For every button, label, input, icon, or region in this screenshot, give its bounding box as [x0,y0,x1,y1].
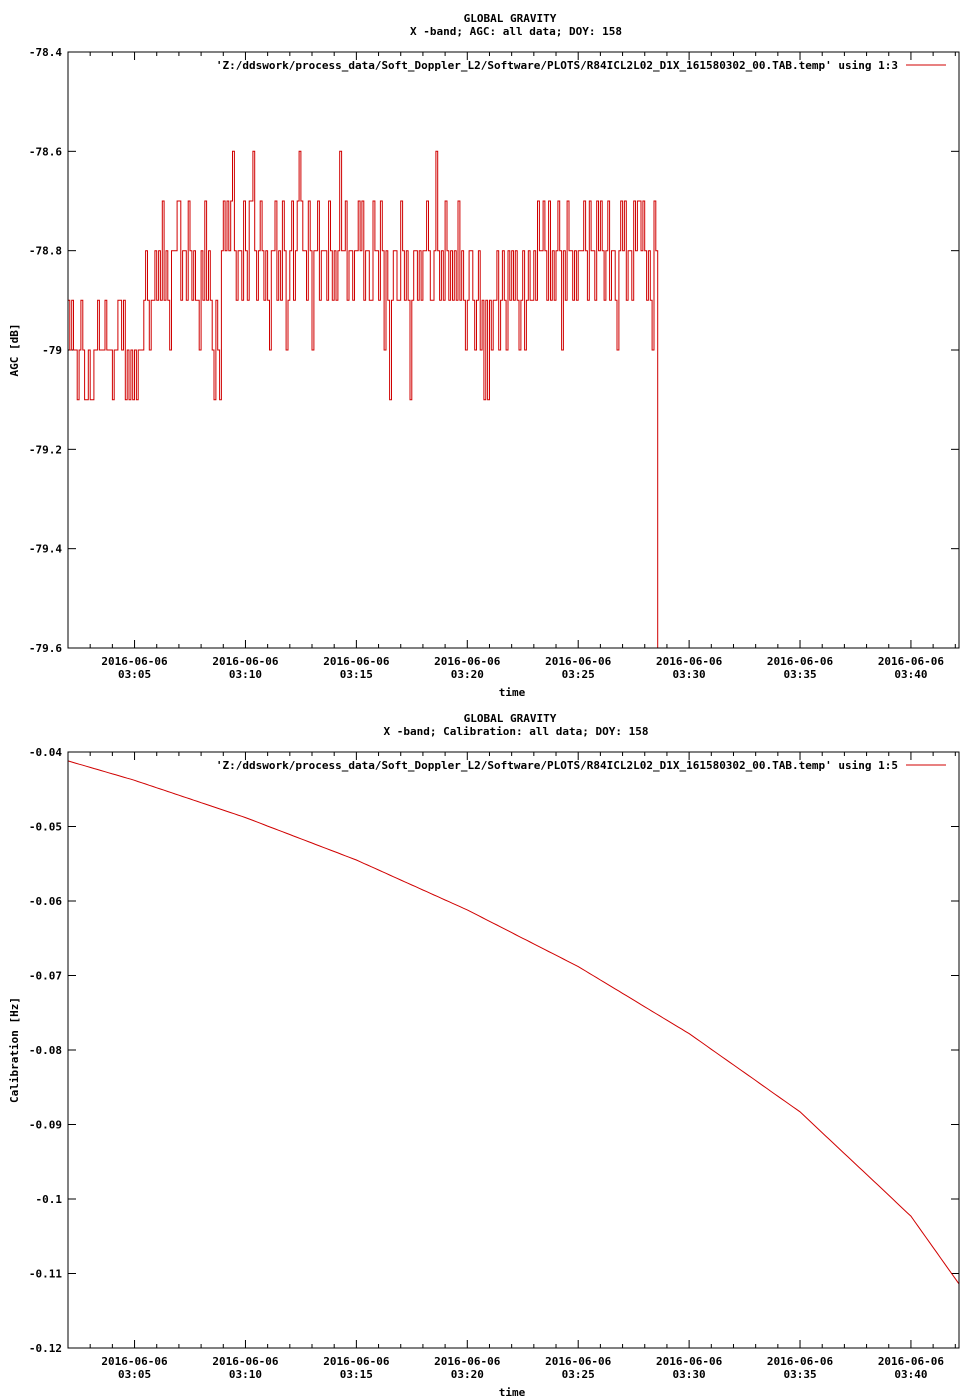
y-tick-label: -79 [42,344,62,357]
calibration-plot-frame [68,752,959,1348]
x-tick-time-label: 03:30 [672,668,706,681]
x-tick-date-label: 2016-06-06 [212,1355,279,1368]
x-tick-time-label: 03:15 [339,668,373,681]
calibration-x-ticks [68,752,955,1381]
agc-chart-subtitle: X -band; AGC: all data; DOY: 158 [410,25,622,38]
calibration-legend-label: 'Z:/ddswork/process_data/Soft_Doppler_L2/Software/PLOTS/R84ICL2L02_D1X_161580302_00.TAB.temp' using 1:5 [215,759,898,772]
agc-y-ticks [29,46,959,655]
calibration-chart-title: GLOBAL GRAVITY [463,712,557,725]
calibration-x-axis-label: time [498,1386,526,1399]
x-tick-time-label: 03:05 [117,1368,152,1381]
calibration-y-axis-label: Calibration [Hz] [8,997,21,1103]
x-tick-time-label: 03:20 [450,668,484,681]
x-tick-date-label: 2016-06-06 [545,655,612,668]
y-tick-label: -0.08 [28,1044,62,1057]
x-tick-date-label: 2016-06-06 [434,1355,501,1368]
x-tick-time-label: 03:25 [561,1368,595,1381]
y-tick-label: -0.11 [28,1267,62,1281]
calibration-y-ticks [29,746,959,1355]
calibration-chart-subtitle: X -band; Calibration: all data; DOY: 158 [383,725,649,738]
calibration-chart [8,712,959,1399]
y-tick-label: -78.8 [28,244,62,258]
calibration-series-line [68,761,959,1284]
x-tick-date-label: 2016-06-06 [877,655,945,668]
x-tick-date-label: 2016-06-06 [434,655,501,668]
y-tick-label: -0.09 [28,1118,62,1132]
x-tick-time-label: 03:05 [117,668,152,681]
x-tick-time-label: 03:30 [672,1368,706,1381]
agc-chart [8,12,959,699]
y-tick-label: -78.4 [28,46,62,59]
y-tick-label: -79.2 [28,443,62,457]
x-tick-time-label: 03:10 [228,668,263,681]
y-tick-label: -79.4 [28,542,62,556]
agc-y-axis-label: AGC [dB] [8,323,21,377]
x-tick-date-label: 2016-06-06 [101,1355,168,1368]
x-tick-date-label: 2016-06-06 [323,1355,390,1368]
x-tick-date-label: 2016-06-06 [323,655,390,668]
y-tick-label: -0.05 [28,820,62,834]
x-tick-date-label: 2016-06-06 [766,1355,834,1368]
x-tick-time-label: 03:25 [561,668,595,681]
y-tick-label: -0.1 [35,1193,62,1206]
x-tick-date-label: 2016-06-06 [212,655,279,668]
y-tick-label: -79.6 [28,642,62,655]
x-tick-date-label: 2016-06-06 [655,655,723,668]
x-tick-date-label: 2016-06-06 [545,1355,612,1368]
agc-series-line [68,151,959,648]
y-tick-label: -0.12 [28,1342,62,1355]
y-tick-label: -0.07 [28,969,62,983]
y-tick-label: -0.04 [28,746,62,759]
y-tick-label: -0.06 [28,895,62,908]
x-tick-time-label: 03:20 [450,1368,484,1381]
agc-x-ticks [68,52,955,681]
x-tick-time-label: 03:35 [783,1368,817,1381]
x-tick-time-label: 03:40 [894,668,928,681]
x-tick-date-label: 2016-06-06 [655,1355,723,1368]
agc-x-axis-label: time [498,686,526,699]
x-tick-date-label: 2016-06-06 [877,1355,945,1368]
agc-plot-frame [68,52,959,648]
x-tick-time-label: 03:40 [894,1368,928,1381]
y-tick-label: -78.6 [28,145,62,159]
x-tick-date-label: 2016-06-06 [766,655,834,668]
x-tick-time-label: 03:15 [339,1368,373,1381]
x-tick-date-label: 2016-06-06 [101,655,168,668]
agc-chart-title: GLOBAL GRAVITY [463,12,557,25]
x-tick-time-label: 03:10 [228,1368,263,1381]
x-tick-time-label: 03:35 [783,668,817,681]
agc-legend-label: 'Z:/ddswork/process_data/Soft_Doppler_L2/Software/PLOTS/R84ICL2L02_D1X_161580302_00.TAB.temp' using 1:3 [215,59,898,72]
